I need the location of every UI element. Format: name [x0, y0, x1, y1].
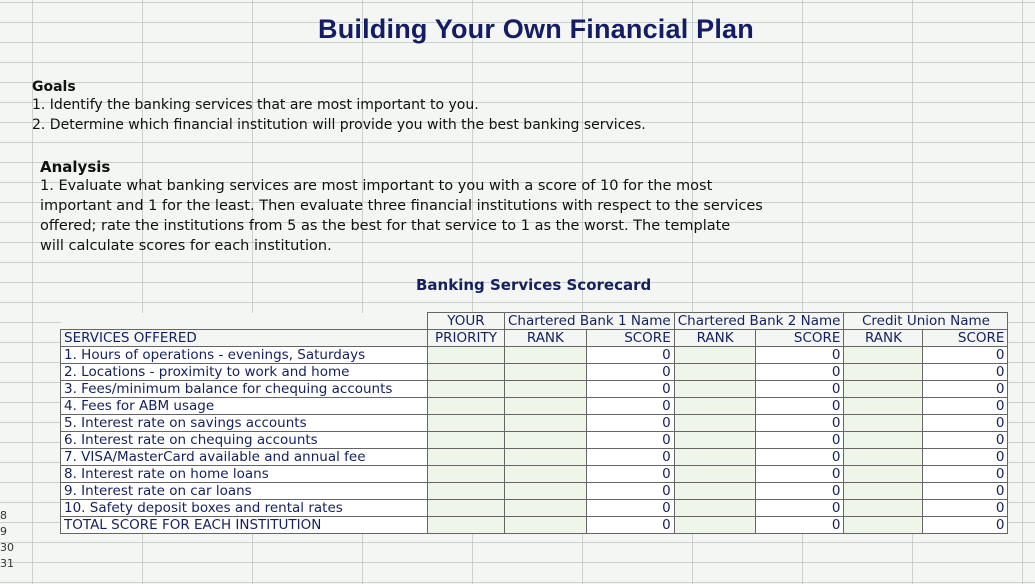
rank-input-cell[interactable] [844, 398, 923, 415]
rank-input-cell[interactable] [674, 415, 756, 432]
score-cell[interactable]: 0 [756, 381, 844, 398]
score-cell[interactable]: 0 [756, 364, 844, 381]
row-number[interactable]: 31 [0, 557, 14, 570]
services-offered-header: SERVICES OFFERED [61, 330, 428, 347]
score-cell[interactable]: 0 [923, 432, 1008, 449]
score-cell[interactable]: 0 [756, 500, 844, 517]
goal-item: 2. Determine which financial institution will provide you with the best banking services. [32, 117, 646, 133]
service-cell[interactable]: 3. Fees/minimum balance for chequing accounts [61, 381, 428, 398]
scorecard-table [60, 312, 1008, 534]
rank-input-cell[interactable] [844, 347, 923, 364]
table-row [61, 398, 1008, 415]
priority-input-cell[interactable] [428, 432, 505, 449]
service-cell[interactable]: 1. Hours of operations - evenings, Saturdays [61, 347, 428, 364]
score-header: SCORE [923, 330, 1008, 347]
score-cell[interactable]: 0 [586, 415, 674, 432]
priority-input-cell[interactable] [428, 398, 505, 415]
priority-input-cell[interactable] [428, 347, 505, 364]
rank-input-cell[interactable] [674, 517, 756, 534]
score-cell[interactable]: 0 [923, 517, 1008, 534]
rank-input-cell[interactable] [674, 483, 756, 500]
rank-input-cell[interactable] [505, 500, 587, 517]
score-cell[interactable]: 0 [923, 415, 1008, 432]
rank-header: RANK [844, 330, 923, 347]
service-cell[interactable]: TOTAL SCORE FOR EACH INSTITUTION [61, 517, 428, 534]
priority-input-cell[interactable] [428, 466, 505, 483]
rank-input-cell[interactable] [844, 381, 923, 398]
table-row [61, 466, 1008, 483]
scorecard-body [61, 347, 1008, 534]
score-cell[interactable]: 0 [756, 347, 844, 364]
row-number[interactable]: 30 [0, 541, 14, 554]
rank-input-cell[interactable] [505, 347, 587, 364]
table-row [61, 483, 1008, 500]
score-cell[interactable]: 0 [756, 449, 844, 466]
rank-input-cell[interactable] [505, 449, 587, 466]
blank-header [61, 313, 428, 330]
rank-input-cell[interactable] [674, 449, 756, 466]
rank-input-cell[interactable] [505, 466, 587, 483]
rank-header: RANK [505, 330, 587, 347]
score-cell[interactable]: 0 [586, 449, 674, 466]
priority-input-cell[interactable] [428, 381, 505, 398]
rank-input-cell[interactable] [674, 432, 756, 449]
priority-input-cell[interactable] [428, 483, 505, 500]
analysis-line: offered; rate the institutions from 5 as the best for that service to 1 as the worst. The template [40, 218, 731, 234]
rank-input-cell[interactable] [674, 500, 756, 517]
institution-3-header[interactable]: Credit Union Name [844, 313, 1008, 330]
analysis-section [40, 158, 830, 256]
score-cell[interactable]: 0 [923, 398, 1008, 415]
table-row [61, 381, 1008, 398]
priority-input-cell[interactable] [428, 500, 505, 517]
goal-item: 1. Identify the banking services that are most important to you. [32, 97, 479, 113]
rank-input-cell[interactable] [505, 381, 587, 398]
table-row [61, 347, 1008, 364]
row-number-column [0, 508, 22, 572]
priority-input-cell[interactable] [428, 415, 505, 432]
service-cell[interactable]: 6. Interest rate on chequing accounts [61, 432, 428, 449]
score-cell[interactable]: 0 [586, 398, 674, 415]
table-row [61, 517, 1008, 534]
service-cell[interactable]: 4. Fees for ABM usage [61, 398, 428, 415]
score-cell[interactable]: 0 [923, 466, 1008, 483]
rank-input-cell[interactable] [674, 381, 756, 398]
service-cell[interactable]: 8. Interest rate on home loans [61, 466, 428, 483]
table-row [61, 500, 1008, 517]
service-cell[interactable]: 2. Locations - proximity to work and home [61, 364, 428, 381]
rank-input-cell[interactable] [505, 364, 587, 381]
table-row [61, 364, 1008, 381]
analysis-line: important and 1 for the least. Then evaluate three financial institutions with respect to the services [40, 198, 763, 214]
score-cell[interactable]: 0 [923, 449, 1008, 466]
score-header: SCORE [586, 330, 674, 347]
analysis-line: 1. Evaluate what banking services are most important to you with a score of 10 for the most [40, 178, 713, 194]
score-cell[interactable]: 0 [923, 381, 1008, 398]
rank-input-cell[interactable] [844, 449, 923, 466]
score-cell[interactable]: 0 [586, 432, 674, 449]
score-header: SCORE [756, 330, 844, 347]
score-cell[interactable]: 0 [756, 483, 844, 500]
service-cell[interactable]: 7. VISA/MasterCard available and annual fee [61, 449, 428, 466]
rank-input-cell[interactable] [844, 415, 923, 432]
rank-input-cell[interactable] [674, 364, 756, 381]
priority-input-cell[interactable] [428, 364, 505, 381]
rank-input-cell[interactable] [674, 398, 756, 415]
score-cell[interactable]: 0 [756, 517, 844, 534]
goals-section [32, 79, 1032, 135]
score-cell[interactable]: 0 [586, 466, 674, 483]
table-row [61, 415, 1008, 432]
score-cell[interactable]: 0 [923, 483, 1008, 500]
priority-header-top: YOUR [428, 313, 505, 330]
rank-input-cell[interactable] [844, 483, 923, 500]
table-row [61, 432, 1008, 449]
institution-1-header[interactable]: Chartered Bank 1 Name [505, 313, 675, 330]
score-cell[interactable]: 0 [923, 500, 1008, 517]
service-cell[interactable]: 5. Interest rate on savings accounts [61, 415, 428, 432]
priority-input-cell[interactable] [428, 449, 505, 466]
score-cell[interactable]: 0 [586, 381, 674, 398]
rank-input-cell[interactable] [674, 347, 756, 364]
row-number[interactable]: 8 [0, 509, 7, 522]
priority-input-cell[interactable] [428, 517, 505, 534]
analysis-line: will calculate scores for each institution. [40, 238, 332, 254]
rank-input-cell[interactable] [505, 432, 587, 449]
rank-input-cell[interactable] [505, 517, 587, 534]
score-cell[interactable]: 0 [923, 364, 1008, 381]
rank-input-cell[interactable] [674, 466, 756, 483]
table-row [61, 449, 1008, 466]
goals-heading: Goals [32, 79, 76, 95]
row-number[interactable]: 9 [0, 525, 7, 538]
service-cell[interactable]: 10. Safety deposit boxes and rental rates [61, 500, 428, 517]
institution-2-header[interactable]: Chartered Bank 2 Name [674, 313, 844, 330]
score-cell[interactable]: 0 [586, 483, 674, 500]
score-cell[interactable]: 0 [586, 347, 674, 364]
score-cell[interactable]: 0 [756, 415, 844, 432]
rank-input-cell[interactable] [505, 398, 587, 415]
rank-header: RANK [674, 330, 756, 347]
score-cell[interactable]: 0 [586, 364, 674, 381]
rank-input-cell[interactable] [844, 432, 923, 449]
score-cell[interactable]: 0 [756, 398, 844, 415]
rank-input-cell[interactable] [505, 483, 587, 500]
page-title: Building Your Own Financial Plan [318, 14, 754, 44]
rank-input-cell[interactable] [844, 500, 923, 517]
service-cell[interactable]: 9. Interest rate on car loans [61, 483, 428, 500]
rank-input-cell[interactable] [505, 415, 587, 432]
rank-input-cell[interactable] [844, 364, 923, 381]
rank-input-cell[interactable] [844, 517, 923, 534]
score-cell[interactable]: 0 [923, 347, 1008, 364]
priority-header-bottom: PRIORITY [428, 330, 505, 347]
score-cell[interactable]: 0 [586, 500, 674, 517]
score-cell[interactable]: 0 [756, 432, 844, 449]
rank-input-cell[interactable] [844, 466, 923, 483]
score-cell[interactable]: 0 [756, 466, 844, 483]
analysis-heading: Analysis [40, 158, 111, 176]
scorecard-title: Banking Services Scorecard [416, 276, 652, 294]
score-cell[interactable]: 0 [586, 517, 674, 534]
